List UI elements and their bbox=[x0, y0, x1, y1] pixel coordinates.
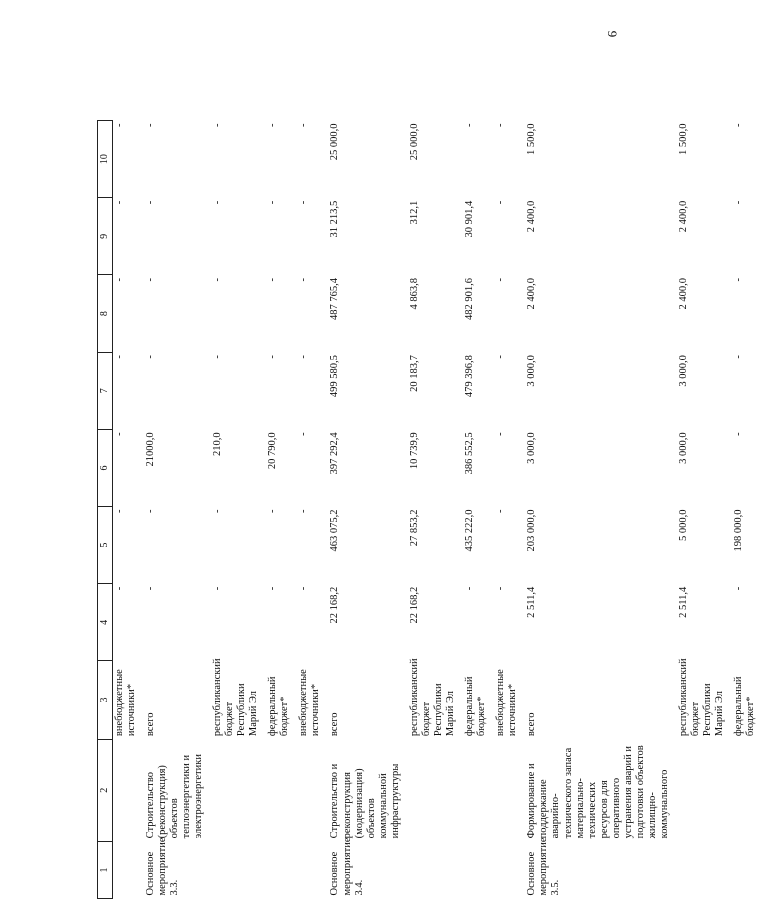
value-cell-col5: - bbox=[144, 509, 156, 514]
value-cell-col9: 312,1 bbox=[408, 200, 420, 225]
page-number: 9 bbox=[605, 30, 620, 38]
source-cell: внебюджетные источники* bbox=[298, 669, 322, 737]
column-header-5: 5 bbox=[98, 507, 113, 584]
measure-cell bbox=[266, 841, 297, 898]
value-cell-col9: 2 400,0 bbox=[678, 200, 690, 233]
value-cell-col5: - bbox=[298, 509, 310, 514]
column-header-10: 10 bbox=[98, 121, 113, 198]
table-header bbox=[98, 121, 113, 899]
value-cell-col7: - bbox=[267, 355, 279, 359]
value-cell-col4: 22 168,2 bbox=[408, 586, 420, 624]
description-cell bbox=[677, 739, 732, 841]
column-header-9: 9 bbox=[98, 198, 113, 275]
value-cell-col6: 10 739,9 bbox=[408, 432, 420, 470]
value-cell-col9: - bbox=[495, 200, 507, 205]
value-cell-col10: 1 500,0 bbox=[526, 123, 538, 155]
value-cell-col8: - bbox=[733, 277, 745, 282]
source-cell: федеральный бюджет* bbox=[267, 676, 291, 737]
value-cell-col4: - bbox=[733, 586, 745, 591]
table-row bbox=[525, 121, 677, 899]
value-cell-col9: - bbox=[113, 200, 125, 205]
value-cell-col8: - bbox=[144, 277, 156, 282]
description-cell bbox=[463, 739, 494, 841]
measure-cell: Основное мероприятие 3.3. bbox=[144, 837, 180, 896]
value-cell-col9: 30 901,4 bbox=[464, 200, 476, 238]
description-cell bbox=[732, 739, 763, 841]
value-cell-col7: 499 580,5 bbox=[329, 355, 341, 398]
value-cell-col10: - bbox=[298, 123, 310, 127]
value-cell-col8: 2 400,0 bbox=[678, 277, 690, 310]
value-cell-col6: - bbox=[733, 432, 745, 436]
value-cell-col6: 210,0 bbox=[211, 432, 223, 456]
value-cell-col4: - bbox=[113, 586, 125, 591]
value-cell-col10: - bbox=[211, 123, 223, 127]
measure-cell: Основное мероприятие 3.5. bbox=[526, 837, 562, 896]
description-cell: Строительство (реконструкция) объектов теплоэнергетики и электроэнергетики bbox=[144, 754, 204, 839]
description-cell bbox=[211, 739, 266, 841]
value-cell-col10: - bbox=[113, 123, 125, 127]
measure-cell: Основное мероприятие 3.4. bbox=[329, 837, 365, 896]
value-cell-col4: - bbox=[495, 586, 507, 591]
table-row bbox=[677, 121, 732, 899]
value-cell-col7: 20 183,7 bbox=[408, 355, 420, 392]
measure-cell bbox=[494, 841, 525, 898]
measure-cell bbox=[112, 841, 144, 898]
value-cell-col4: - bbox=[211, 586, 223, 591]
value-cell-col8: - bbox=[113, 277, 125, 282]
value-cell-col6: 3 000,0 bbox=[678, 432, 690, 464]
source-cell: внебюджетные источники* bbox=[495, 669, 519, 737]
value-cell-col8: 487 765,4 bbox=[329, 277, 341, 320]
value-cell-col4: 22 168,2 bbox=[329, 586, 341, 624]
table-row bbox=[328, 121, 407, 899]
value-cell-col9: - bbox=[144, 200, 156, 205]
measure-cell bbox=[408, 841, 463, 898]
source-cell: федеральный бюджет* bbox=[464, 676, 488, 737]
table-row bbox=[144, 121, 211, 899]
column-header-4: 4 bbox=[98, 584, 113, 661]
value-cell-col10: - bbox=[267, 123, 279, 127]
description-cell bbox=[408, 739, 463, 841]
value-cell-col10: 1 500,0 bbox=[678, 123, 690, 155]
description-cell: Формирование и поддержание аварийно-технического запаса материально-технических ресурсов для оперативного устранения аварий и подготовки объектов жилищно-коммунального bbox=[526, 745, 670, 839]
value-cell-col6: 386 552,5 bbox=[464, 432, 476, 475]
value-cell-col5: 5 000,0 bbox=[678, 509, 690, 542]
value-cell-col7: - bbox=[211, 355, 223, 359]
value-cell-col7: - bbox=[298, 355, 310, 359]
value-cell-col6: - bbox=[298, 432, 310, 436]
value-cell-col9: 31 213,5 bbox=[329, 200, 341, 238]
value-cell-col4: - bbox=[298, 586, 310, 591]
measure-cell bbox=[297, 841, 328, 898]
value-cell-col6: - bbox=[113, 432, 125, 436]
table-row bbox=[297, 121, 328, 899]
value-cell-col8: - bbox=[495, 277, 507, 282]
source-cell: внебюджетные источники* bbox=[113, 669, 137, 737]
value-cell-col8: 4 863,8 bbox=[408, 277, 420, 310]
table-row bbox=[211, 121, 266, 899]
table-row bbox=[408, 121, 463, 899]
value-cell-col9: - bbox=[211, 200, 223, 205]
value-cell-col5: 203 000,0 bbox=[526, 509, 538, 552]
value-cell-col6: - bbox=[495, 432, 507, 436]
value-cell-col4: 2 511,4 bbox=[678, 586, 690, 618]
value-cell-col8: - bbox=[211, 277, 223, 282]
value-cell-col7: 479 396,8 bbox=[464, 355, 476, 398]
column-header-6: 6 bbox=[98, 429, 113, 506]
value-cell-col8: - bbox=[298, 277, 310, 282]
value-cell-col4: 2 511,4 bbox=[526, 586, 538, 618]
budget-table bbox=[97, 120, 763, 899]
value-cell-col5: - bbox=[267, 509, 279, 514]
value-cell-col8: - bbox=[267, 277, 279, 282]
column-header-3: 3 bbox=[98, 661, 113, 739]
table-row bbox=[463, 121, 494, 899]
value-cell-col5: 27 853,2 bbox=[408, 509, 420, 547]
measure-cell bbox=[211, 841, 266, 898]
table-row bbox=[266, 121, 297, 899]
source-cell: всего bbox=[526, 712, 538, 737]
value-cell-col5: 435 222,0 bbox=[464, 509, 476, 552]
value-cell-col6: 21000,0 bbox=[144, 432, 156, 467]
value-cell-col10: 25 000,0 bbox=[329, 123, 341, 161]
value-cell-col7: - bbox=[113, 355, 125, 359]
table-body bbox=[112, 121, 763, 899]
value-cell-col5: - bbox=[113, 509, 125, 514]
description-cell bbox=[494, 739, 525, 841]
value-cell-col6: 397 292,4 bbox=[329, 432, 341, 475]
value-cell-col10: 25 000,0 bbox=[408, 123, 420, 161]
column-header-7: 7 bbox=[98, 352, 113, 429]
value-cell-col4: - bbox=[464, 586, 476, 591]
value-cell-col9: 2 400,0 bbox=[526, 200, 538, 233]
measure-cell bbox=[677, 841, 732, 898]
value-cell-col9: - bbox=[298, 200, 310, 205]
value-cell-col9: - bbox=[733, 200, 745, 205]
table-row bbox=[732, 121, 763, 899]
source-cell: всего bbox=[329, 712, 341, 737]
description-cell bbox=[266, 739, 297, 841]
source-cell: республиканский бюджет Республики Марий Эл bbox=[408, 658, 456, 737]
source-cell: республиканский бюджет Республики Марий Эл bbox=[678, 658, 726, 737]
source-cell: федеральный бюджет* bbox=[733, 676, 757, 737]
measure-cell bbox=[463, 841, 494, 898]
description-cell bbox=[297, 739, 328, 841]
value-cell-col4: - bbox=[144, 586, 156, 591]
source-cell: всего bbox=[144, 712, 156, 737]
value-cell-col5: 463 075,2 bbox=[329, 509, 341, 552]
value-cell-col10: - bbox=[495, 123, 507, 127]
value-cell-col7: 3 000,0 bbox=[526, 355, 538, 387]
value-cell-col5: 198 000,0 bbox=[733, 509, 745, 552]
value-cell-col10: - bbox=[733, 123, 745, 127]
value-cell-col7: 3 000,0 bbox=[678, 355, 690, 387]
value-cell-col9: - bbox=[267, 200, 279, 205]
value-cell-col6: 20 790,0 bbox=[267, 432, 279, 470]
description-cell: Строительство и реконструкция (модернизация) объектов коммунальной инфраструктуры bbox=[329, 763, 401, 839]
value-cell-col7: - bbox=[495, 355, 507, 359]
value-cell-col8: 482 901,6 bbox=[464, 277, 476, 320]
value-cell-col4: - bbox=[267, 586, 279, 591]
value-cell-col10: - bbox=[464, 123, 476, 127]
source-cell: республиканский бюджет Республики Марий Эл bbox=[211, 658, 260, 737]
measure-cell bbox=[732, 841, 763, 898]
value-cell-col5: - bbox=[495, 509, 507, 514]
column-header-2: 2 bbox=[98, 739, 113, 841]
column-header-1: 1 bbox=[98, 841, 113, 898]
value-cell-col7: - bbox=[733, 355, 745, 359]
value-cell-col10: - bbox=[144, 123, 156, 127]
table-row bbox=[494, 121, 525, 899]
value-cell-col8: 2 400,0 bbox=[526, 277, 538, 310]
table-row bbox=[112, 121, 144, 899]
value-cell-col5: - bbox=[211, 509, 223, 514]
column-header-8: 8 bbox=[98, 275, 113, 352]
value-cell-col7: - bbox=[144, 355, 156, 359]
description-cell bbox=[112, 739, 144, 841]
value-cell-col6: 3 000,0 bbox=[526, 432, 538, 464]
